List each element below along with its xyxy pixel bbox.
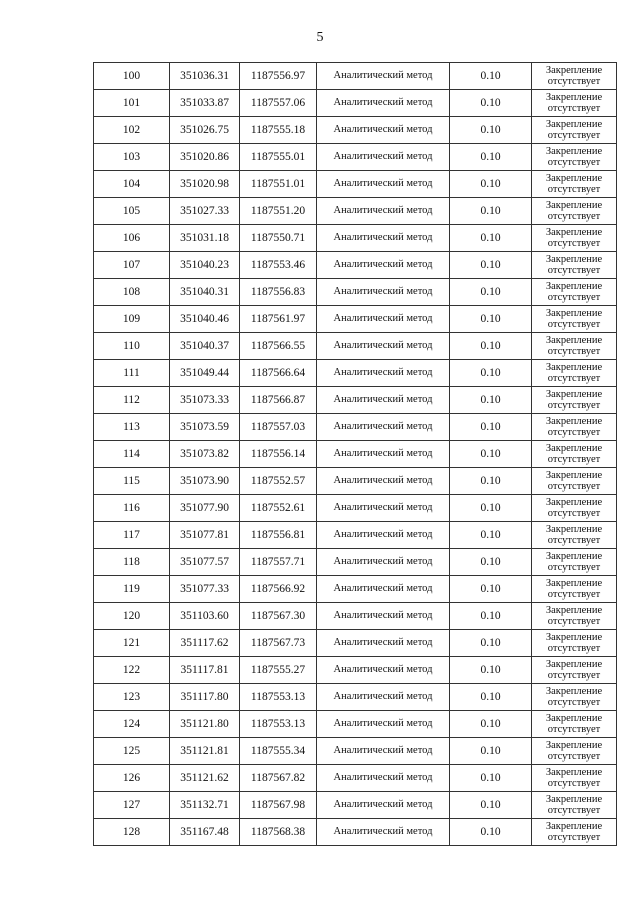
method-cell: Аналитический метод — [317, 117, 450, 144]
y-coordinate-cell: 1187552.61 — [240, 495, 317, 522]
fixing-description-cell: Закрепление отсутствует — [532, 522, 617, 549]
table-row — [94, 441, 617, 468]
accuracy-cell: 0.10 — [450, 522, 532, 549]
table-row — [94, 198, 617, 225]
x-coordinate-cell: 351117.81 — [170, 657, 240, 684]
method-cell: Аналитический метод — [317, 198, 450, 225]
accuracy-cell: 0.10 — [450, 225, 532, 252]
accuracy-cell: 0.10 — [450, 63, 532, 90]
table-row — [94, 279, 617, 306]
x-coordinate-cell: 351132.71 — [170, 792, 240, 819]
point-number-cell: 115 — [94, 468, 170, 495]
y-coordinate-cell: 1187566.55 — [240, 333, 317, 360]
point-number-cell: 114 — [94, 441, 170, 468]
fixing-description-cell: Закрепление отсутствует — [532, 684, 617, 711]
table-row — [94, 360, 617, 387]
accuracy-cell: 0.10 — [450, 495, 532, 522]
method-cell: Аналитический метод — [317, 144, 450, 171]
x-coordinate-cell: 351121.62 — [170, 765, 240, 792]
y-coordinate-cell: 1187557.03 — [240, 414, 317, 441]
fixing-description-cell: Закрепление отсутствует — [532, 657, 617, 684]
point-number-cell: 117 — [94, 522, 170, 549]
point-number-cell: 116 — [94, 495, 170, 522]
y-coordinate-cell: 1187556.14 — [240, 441, 317, 468]
fixing-description-cell: Закрепление отсутствует — [532, 765, 617, 792]
accuracy-cell: 0.10 — [450, 738, 532, 765]
method-cell: Аналитический метод — [317, 90, 450, 117]
y-coordinate-cell: 1187556.97 — [240, 63, 317, 90]
y-coordinate-cell: 1187567.82 — [240, 765, 317, 792]
x-coordinate-cell: 351117.62 — [170, 630, 240, 657]
table-row — [94, 252, 617, 279]
y-coordinate-cell: 1187551.20 — [240, 198, 317, 225]
accuracy-cell: 0.10 — [450, 630, 532, 657]
x-coordinate-cell: 351027.33 — [170, 198, 240, 225]
y-coordinate-cell: 1187568.38 — [240, 819, 317, 846]
point-number-cell: 107 — [94, 252, 170, 279]
point-number-cell: 102 — [94, 117, 170, 144]
table-row — [94, 117, 617, 144]
table-row — [94, 549, 617, 576]
fixing-description-cell: Закрепление отсутствует — [532, 414, 617, 441]
fixing-description-cell: Закрепление отсутствует — [532, 144, 617, 171]
x-coordinate-cell: 351117.80 — [170, 684, 240, 711]
x-coordinate-cell: 351073.90 — [170, 468, 240, 495]
y-coordinate-cell: 1187566.64 — [240, 360, 317, 387]
table-row — [94, 576, 617, 603]
fixing-description-cell: Закрепление отсутствует — [532, 117, 617, 144]
method-cell: Аналитический метод — [317, 171, 450, 198]
y-coordinate-cell: 1187555.27 — [240, 657, 317, 684]
x-coordinate-cell: 351077.90 — [170, 495, 240, 522]
accuracy-cell: 0.10 — [450, 549, 532, 576]
x-coordinate-cell: 351040.23 — [170, 252, 240, 279]
point-number-cell: 110 — [94, 333, 170, 360]
accuracy-cell: 0.10 — [450, 387, 532, 414]
page-number: 5 — [316, 30, 324, 45]
y-coordinate-cell: 1187553.13 — [240, 711, 317, 738]
y-coordinate-cell: 1187561.97 — [240, 306, 317, 333]
x-coordinate-cell: 351040.46 — [170, 306, 240, 333]
accuracy-cell: 0.10 — [450, 711, 532, 738]
x-coordinate-cell: 351026.75 — [170, 117, 240, 144]
fixing-description-cell: Закрепление отсутствует — [532, 495, 617, 522]
fixing-description-cell: Закрепление отсутствует — [532, 90, 617, 117]
y-coordinate-cell: 1187566.87 — [240, 387, 317, 414]
point-number-cell: 101 — [94, 90, 170, 117]
accuracy-cell: 0.10 — [450, 144, 532, 171]
coordinates-table-body — [94, 63, 617, 846]
table-row — [94, 63, 617, 90]
accuracy-cell: 0.10 — [450, 306, 532, 333]
method-cell: Аналитический метод — [317, 819, 450, 846]
fixing-description-cell: Закрепление отсутствует — [532, 387, 617, 414]
x-coordinate-cell: 351020.86 — [170, 144, 240, 171]
fixing-description-cell: Закрепление отсутствует — [532, 306, 617, 333]
method-cell: Аналитический метод — [317, 765, 450, 792]
x-coordinate-cell: 351040.37 — [170, 333, 240, 360]
fixing-description-cell: Закрепление отсутствует — [532, 333, 617, 360]
method-cell: Аналитический метод — [317, 684, 450, 711]
y-coordinate-cell: 1187557.06 — [240, 90, 317, 117]
method-cell: Аналитический метод — [317, 360, 450, 387]
y-coordinate-cell: 1187557.71 — [240, 549, 317, 576]
accuracy-cell: 0.10 — [450, 468, 532, 495]
fixing-description-cell: Закрепление отсутствует — [532, 819, 617, 846]
point-number-cell: 104 — [94, 171, 170, 198]
table-row — [94, 738, 617, 765]
point-number-cell: 125 — [94, 738, 170, 765]
table-row — [94, 225, 617, 252]
fixing-description-cell: Закрепление отсутствует — [532, 225, 617, 252]
accuracy-cell: 0.10 — [450, 792, 532, 819]
y-coordinate-cell: 1187550.71 — [240, 225, 317, 252]
accuracy-cell: 0.10 — [450, 576, 532, 603]
y-coordinate-cell: 1187555.18 — [240, 117, 317, 144]
fixing-description-cell: Закрепление отсутствует — [532, 252, 617, 279]
method-cell: Аналитический метод — [317, 252, 450, 279]
table-row — [94, 684, 617, 711]
y-coordinate-cell: 1187567.98 — [240, 792, 317, 819]
point-number-cell: 105 — [94, 198, 170, 225]
method-cell: Аналитический метод — [317, 576, 450, 603]
coordinates-table — [93, 62, 617, 846]
table-row — [94, 657, 617, 684]
y-coordinate-cell: 1187555.01 — [240, 144, 317, 171]
x-coordinate-cell: 351031.18 — [170, 225, 240, 252]
table-row — [94, 522, 617, 549]
table-row — [94, 333, 617, 360]
accuracy-cell: 0.10 — [450, 279, 532, 306]
point-number-cell: 119 — [94, 576, 170, 603]
accuracy-cell: 0.10 — [450, 414, 532, 441]
y-coordinate-cell: 1187567.30 — [240, 603, 317, 630]
accuracy-cell: 0.10 — [450, 117, 532, 144]
y-coordinate-cell: 1187553.13 — [240, 684, 317, 711]
fixing-description-cell: Закрепление отсутствует — [532, 792, 617, 819]
x-coordinate-cell: 351040.31 — [170, 279, 240, 306]
x-coordinate-cell: 351077.33 — [170, 576, 240, 603]
fixing-description-cell: Закрепление отсутствует — [532, 63, 617, 90]
accuracy-cell: 0.10 — [450, 90, 532, 117]
x-coordinate-cell: 351049.44 — [170, 360, 240, 387]
point-number-cell: 100 — [94, 63, 170, 90]
y-coordinate-cell: 1187566.92 — [240, 576, 317, 603]
y-coordinate-cell: 1187552.57 — [240, 468, 317, 495]
fixing-description-cell: Закрепление отсутствует — [532, 171, 617, 198]
table-row — [94, 495, 617, 522]
x-coordinate-cell: 351167.48 — [170, 819, 240, 846]
table-row — [94, 819, 617, 846]
accuracy-cell: 0.10 — [450, 684, 532, 711]
table-row — [94, 792, 617, 819]
point-number-cell: 120 — [94, 603, 170, 630]
method-cell: Аналитический метод — [317, 738, 450, 765]
method-cell: Аналитический метод — [317, 306, 450, 333]
fixing-description-cell: Закрепление отсутствует — [532, 279, 617, 306]
x-coordinate-cell: 351033.87 — [170, 90, 240, 117]
point-number-cell: 118 — [94, 549, 170, 576]
table-row — [94, 90, 617, 117]
method-cell: Аналитический метод — [317, 630, 450, 657]
fixing-description-cell: Закрепление отсутствует — [532, 198, 617, 225]
method-cell: Аналитический метод — [317, 603, 450, 630]
table-row — [94, 630, 617, 657]
y-coordinate-cell: 1187556.81 — [240, 522, 317, 549]
point-number-cell: 109 — [94, 306, 170, 333]
fixing-description-cell: Закрепление отсутствует — [532, 441, 617, 468]
point-number-cell: 111 — [94, 360, 170, 387]
method-cell: Аналитический метод — [317, 333, 450, 360]
point-number-cell: 113 — [94, 414, 170, 441]
table-row — [94, 603, 617, 630]
method-cell: Аналитический метод — [317, 468, 450, 495]
x-coordinate-cell: 351077.81 — [170, 522, 240, 549]
method-cell: Аналитический метод — [317, 792, 450, 819]
x-coordinate-cell: 351121.81 — [170, 738, 240, 765]
point-number-cell: 127 — [94, 792, 170, 819]
point-number-cell: 124 — [94, 711, 170, 738]
fixing-description-cell: Закрепление отсутствует — [532, 468, 617, 495]
accuracy-cell: 0.10 — [450, 171, 532, 198]
accuracy-cell: 0.10 — [450, 603, 532, 630]
method-cell: Аналитический метод — [317, 711, 450, 738]
method-cell: Аналитический метод — [317, 522, 450, 549]
x-coordinate-cell: 351121.80 — [170, 711, 240, 738]
table-row — [94, 171, 617, 198]
x-coordinate-cell: 351073.59 — [170, 414, 240, 441]
accuracy-cell: 0.10 — [450, 819, 532, 846]
y-coordinate-cell: 1187555.34 — [240, 738, 317, 765]
accuracy-cell: 0.10 — [450, 360, 532, 387]
y-coordinate-cell: 1187553.46 — [240, 252, 317, 279]
fixing-description-cell: Закрепление отсутствует — [532, 576, 617, 603]
point-number-cell: 121 — [94, 630, 170, 657]
point-number-cell: 128 — [94, 819, 170, 846]
method-cell: Аналитический метод — [317, 387, 450, 414]
accuracy-cell: 0.10 — [450, 441, 532, 468]
fixing-description-cell: Закрепление отсутствует — [532, 711, 617, 738]
method-cell: Аналитический метод — [317, 495, 450, 522]
fixing-description-cell: Закрепление отсутствует — [532, 603, 617, 630]
accuracy-cell: 0.10 — [450, 765, 532, 792]
point-number-cell: 122 — [94, 657, 170, 684]
fixing-description-cell: Закрепление отсутствует — [532, 549, 617, 576]
x-coordinate-cell: 351077.57 — [170, 549, 240, 576]
y-coordinate-cell: 1187556.83 — [240, 279, 317, 306]
point-number-cell: 112 — [94, 387, 170, 414]
method-cell: Аналитический метод — [317, 279, 450, 306]
y-coordinate-cell: 1187551.01 — [240, 171, 317, 198]
point-number-cell: 106 — [94, 225, 170, 252]
x-coordinate-cell: 351073.82 — [170, 441, 240, 468]
table-row — [94, 306, 617, 333]
x-coordinate-cell: 351020.98 — [170, 171, 240, 198]
table-row — [94, 711, 617, 738]
point-number-cell: 123 — [94, 684, 170, 711]
table-row — [94, 144, 617, 171]
method-cell: Аналитический метод — [317, 441, 450, 468]
fixing-description-cell: Закрепление отсутствует — [532, 738, 617, 765]
x-coordinate-cell: 351103.60 — [170, 603, 240, 630]
point-number-cell: 126 — [94, 765, 170, 792]
x-coordinate-cell: 351073.33 — [170, 387, 240, 414]
method-cell: Аналитический метод — [317, 63, 450, 90]
method-cell: Аналитический метод — [317, 657, 450, 684]
table-row — [94, 468, 617, 495]
method-cell: Аналитический метод — [317, 549, 450, 576]
fixing-description-cell: Закрепление отсутствует — [532, 630, 617, 657]
accuracy-cell: 0.10 — [450, 198, 532, 225]
method-cell: Аналитический метод — [317, 414, 450, 441]
fixing-description-cell: Закрепление отсутствует — [532, 360, 617, 387]
table-row — [94, 387, 617, 414]
accuracy-cell: 0.10 — [450, 252, 532, 279]
y-coordinate-cell: 1187567.73 — [240, 630, 317, 657]
table-row — [94, 414, 617, 441]
x-coordinate-cell: 351036.31 — [170, 63, 240, 90]
table-row — [94, 765, 617, 792]
accuracy-cell: 0.10 — [450, 333, 532, 360]
accuracy-cell: 0.10 — [450, 657, 532, 684]
point-number-cell: 103 — [94, 144, 170, 171]
point-number-cell: 108 — [94, 279, 170, 306]
method-cell: Аналитический метод — [317, 225, 450, 252]
